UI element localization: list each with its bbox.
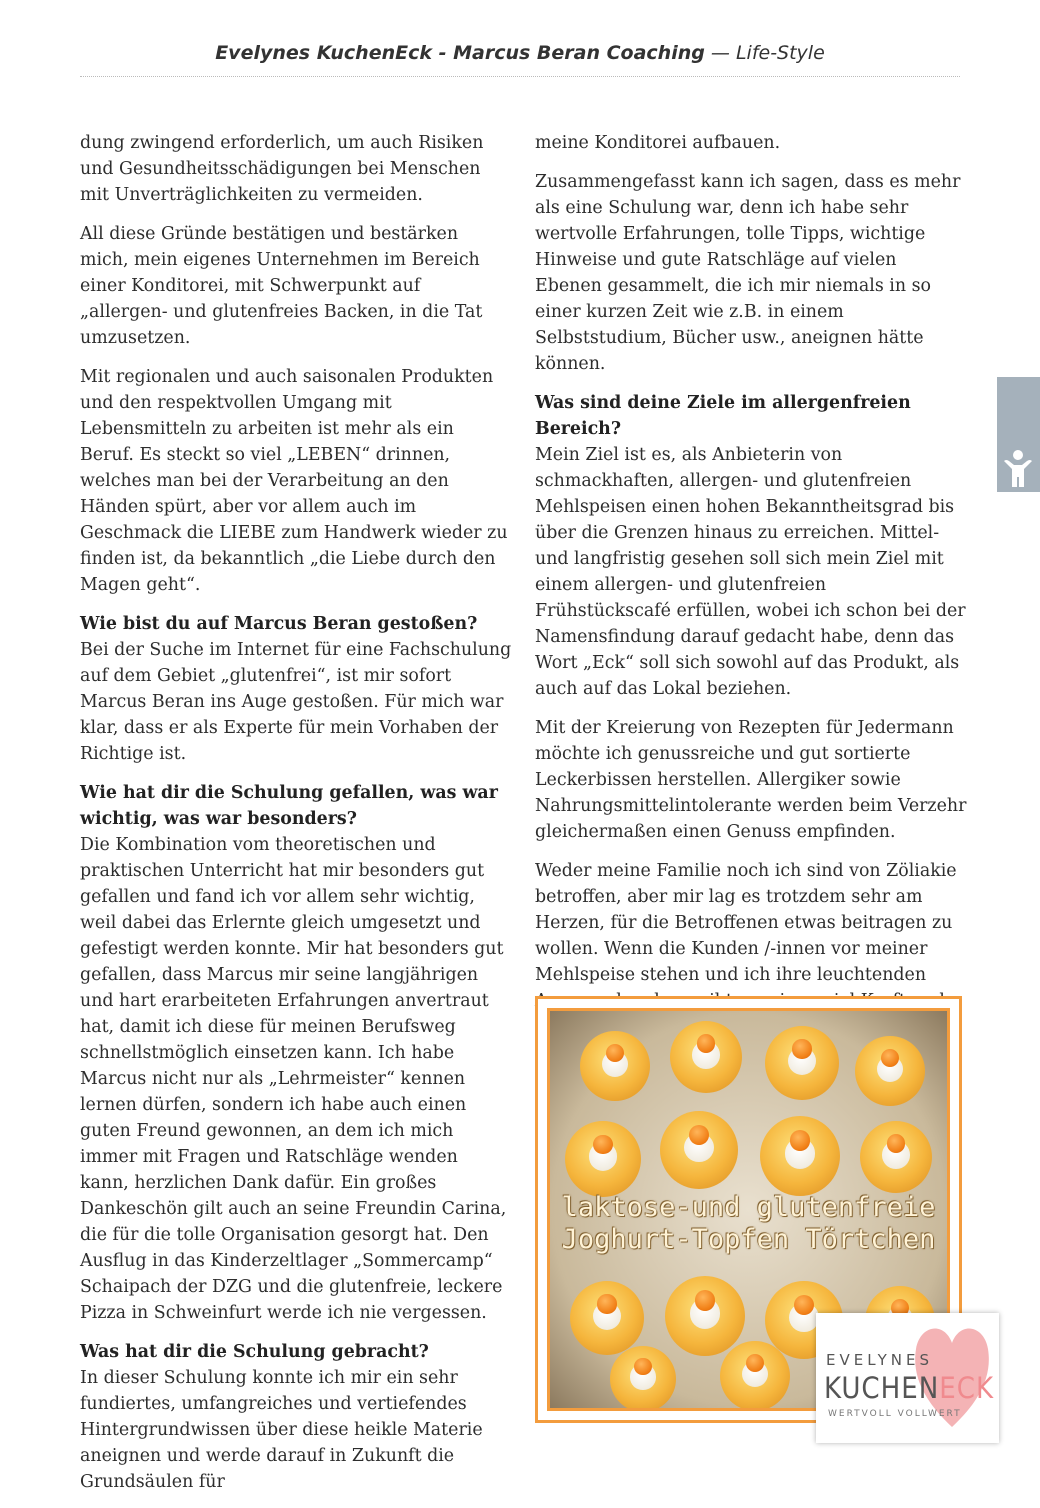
photo-caption-line-1: laktose-und glutenfreie <box>561 1192 936 1223</box>
header-divider <box>80 76 960 77</box>
physalis-berry <box>634 1358 651 1375</box>
question-heading: Wie hat dir die Schulung gefallen, was war wichtig, was war besonders? <box>80 783 498 829</box>
header-section: Life-Style <box>735 42 825 64</box>
logo-eck: ECK <box>939 1371 995 1405</box>
paragraph: Mit der Kreierung von Rezepten für Jedermann möchte ich genussreiche und gut sortierte Leckerbissen herstellen. Allergiker sowie Nahrungsmittelintolerante werden beim Verzehr gleichermaßen einen Genuss empfinden. <box>535 718 967 842</box>
physalis-berry <box>881 1049 899 1067</box>
paragraph: meine Konditorei aufbauen. <box>535 133 781 153</box>
right-column <box>535 130 967 1079</box>
paragraph: Weder meine Familie noch ich sind von Zöliakie betroffen, aber mir lag es trotzdem sehr am Herzen, für die Betroffenen etwas beitragen zu wollen. Wenn die Kunden /-innen vor meiner Mehlspeise stehen und ich ihre leuchtenden <box>535 861 957 985</box>
paragraph: Bei der Suche im Internet für eine Fachschulung auf dem Gebiet „glutenfrei“, ist mir sofort Marcus Beran ins Auge gestoßen. Für mich war klar, dass er als Experte für mein Vorhaben der Richtige ist. <box>80 640 512 764</box>
paragraph: Die Kombination vom theoretischen und praktischen Unterricht hat mir besonders gut gefallen und fand ich vor allem sehr wichtig, weil dabei das Erlernte gleich umgesetzt und gefestigt werden konnte. Mir hat besonders gut gefallen, dass Marcus mir seine langjährigen und hart erarbeiteten Erfahrungen anvertraut hat, damit ich diese für meinen Berufsweg schnellstmöglich einsetzen kann. Ich habe Marcus nicht nur als „Lehrmeister“ kennen lernen dürfen, sondern ich habe auch einen guten Freund gewonnen, an dem ich mich immer mit Fragen und Ratschläge wenden kann, herzlichen Dank dafür. Ein großes Dankeschön gilt auch an seine Freundin Carina, die für die tolle Organisation gesorgt hat. Den Ausflug in das Kinderzeltlager „Sommercamp“ Schaipach der DZG und die glutenfreie, leckere Pizza in Schweinfurt werde ich nie vergessen. <box>80 835 507 1323</box>
paragraph: dung zwingend erforderlich, um auch Risiken und Gesundheitsschädigungen bei Menschen mit Unverträglichkeiten zu vermeiden. <box>80 133 484 205</box>
question-heading: Was hat dir die Schulung gebracht? <box>80 1342 429 1362</box>
logo-line-1: EVELYNES <box>826 1351 933 1369</box>
paragraph: Zusammengefasst kann ich sagen, dass es mehr als eine Schulung war, denn ich habe sehr wertvolle Erfahrungen, tolle Tipps, wichtige Hinweise und gute Ratschläge auf vielen Ebenen gesammelt, die ich mir niemals in so einer kurzen Zeit wie z.B. in einem Selbststudium, Bücher usw., aneignen hätte können. <box>535 172 961 374</box>
question-heading: Wie bist du auf Marcus Beran gestoßen? <box>80 614 478 634</box>
logo-line-2 <box>824 1371 994 1405</box>
physalis-berry <box>697 1034 716 1053</box>
photo-caption-line-2: Joghurt-Topfen Törtchen <box>561 1224 936 1255</box>
physalis-berry <box>597 1294 616 1313</box>
header-separator: — <box>710 42 730 64</box>
page-header <box>0 42 1040 64</box>
paragraph: In dieser Schulung konnte ich mir ein sehr fundiertes, umfangreiches und vertiefendes Hintergrundwissen über diese heikle Materie aneignen und werde darauf in Zukunft die Grundsäulen für <box>80 1368 483 1492</box>
logo-kuchen: KUCHEN <box>824 1371 940 1405</box>
physalis-berry <box>792 1039 811 1058</box>
physalis-berry <box>887 1134 906 1153</box>
physalis-berry <box>746 1354 764 1372</box>
paragraph: All diese Gründe bestätigen und bestärken mich, mein eigenes Unternehmen im Bereich einer Konditorei, mit Schwerpunkt auf „allergen- und glutenfreies Backen, in die Tat umzusetzen. <box>80 224 483 348</box>
physalis-berry <box>593 1135 613 1155</box>
person-icon <box>1002 449 1034 489</box>
physalis-berry <box>606 1044 624 1062</box>
kuchen-eck-logo <box>816 1313 999 1443</box>
paragraph: Mit regionalen und auch saisonalen Produkten und den respektvollen Umgang mit Lebensmitteln zu arbeiten ist mehr als ein Beruf. Es steckt so viel „LEBEN“ drinnen, welches man bei der Verarbeitung an den Händen spürt, aber vor allem auch im Geschmack die LIEBE zum Handwerk wieder zu finden ist, da bekanntlich „die Liebe durch den Magen geht“. <box>80 367 508 595</box>
logo-slogan: WERTVOLL VOLLWERT <box>828 1409 962 1419</box>
left-column <box>80 130 512 1508</box>
side-tab <box>997 377 1040 492</box>
header-brand: Evelynes KuchenEck - Marcus Beran Coaching <box>215 42 705 64</box>
paragraph: Mein Ziel ist es, als Anbieterin von schmackhaften, allergen- und glutenfreien Mehlspeisen einen hohen Bekanntheitsgrad bis über die Grenzen hinaus zu erreichen. Mittel- und langfristig gesehen soll sich mein Ziel mit einem allergen- und glutenfreien Frühstückscafé erfüllen, wobei ich schon bei der Namensfindung darauf gedacht habe, denn das Wort „Eck“ soll sich sowohl auf das Produkt, als auch auf das Lokal beziehen. <box>535 445 966 699</box>
question-heading: Was sind deine Ziele im allergenfreien Bereich? <box>535 393 911 439</box>
